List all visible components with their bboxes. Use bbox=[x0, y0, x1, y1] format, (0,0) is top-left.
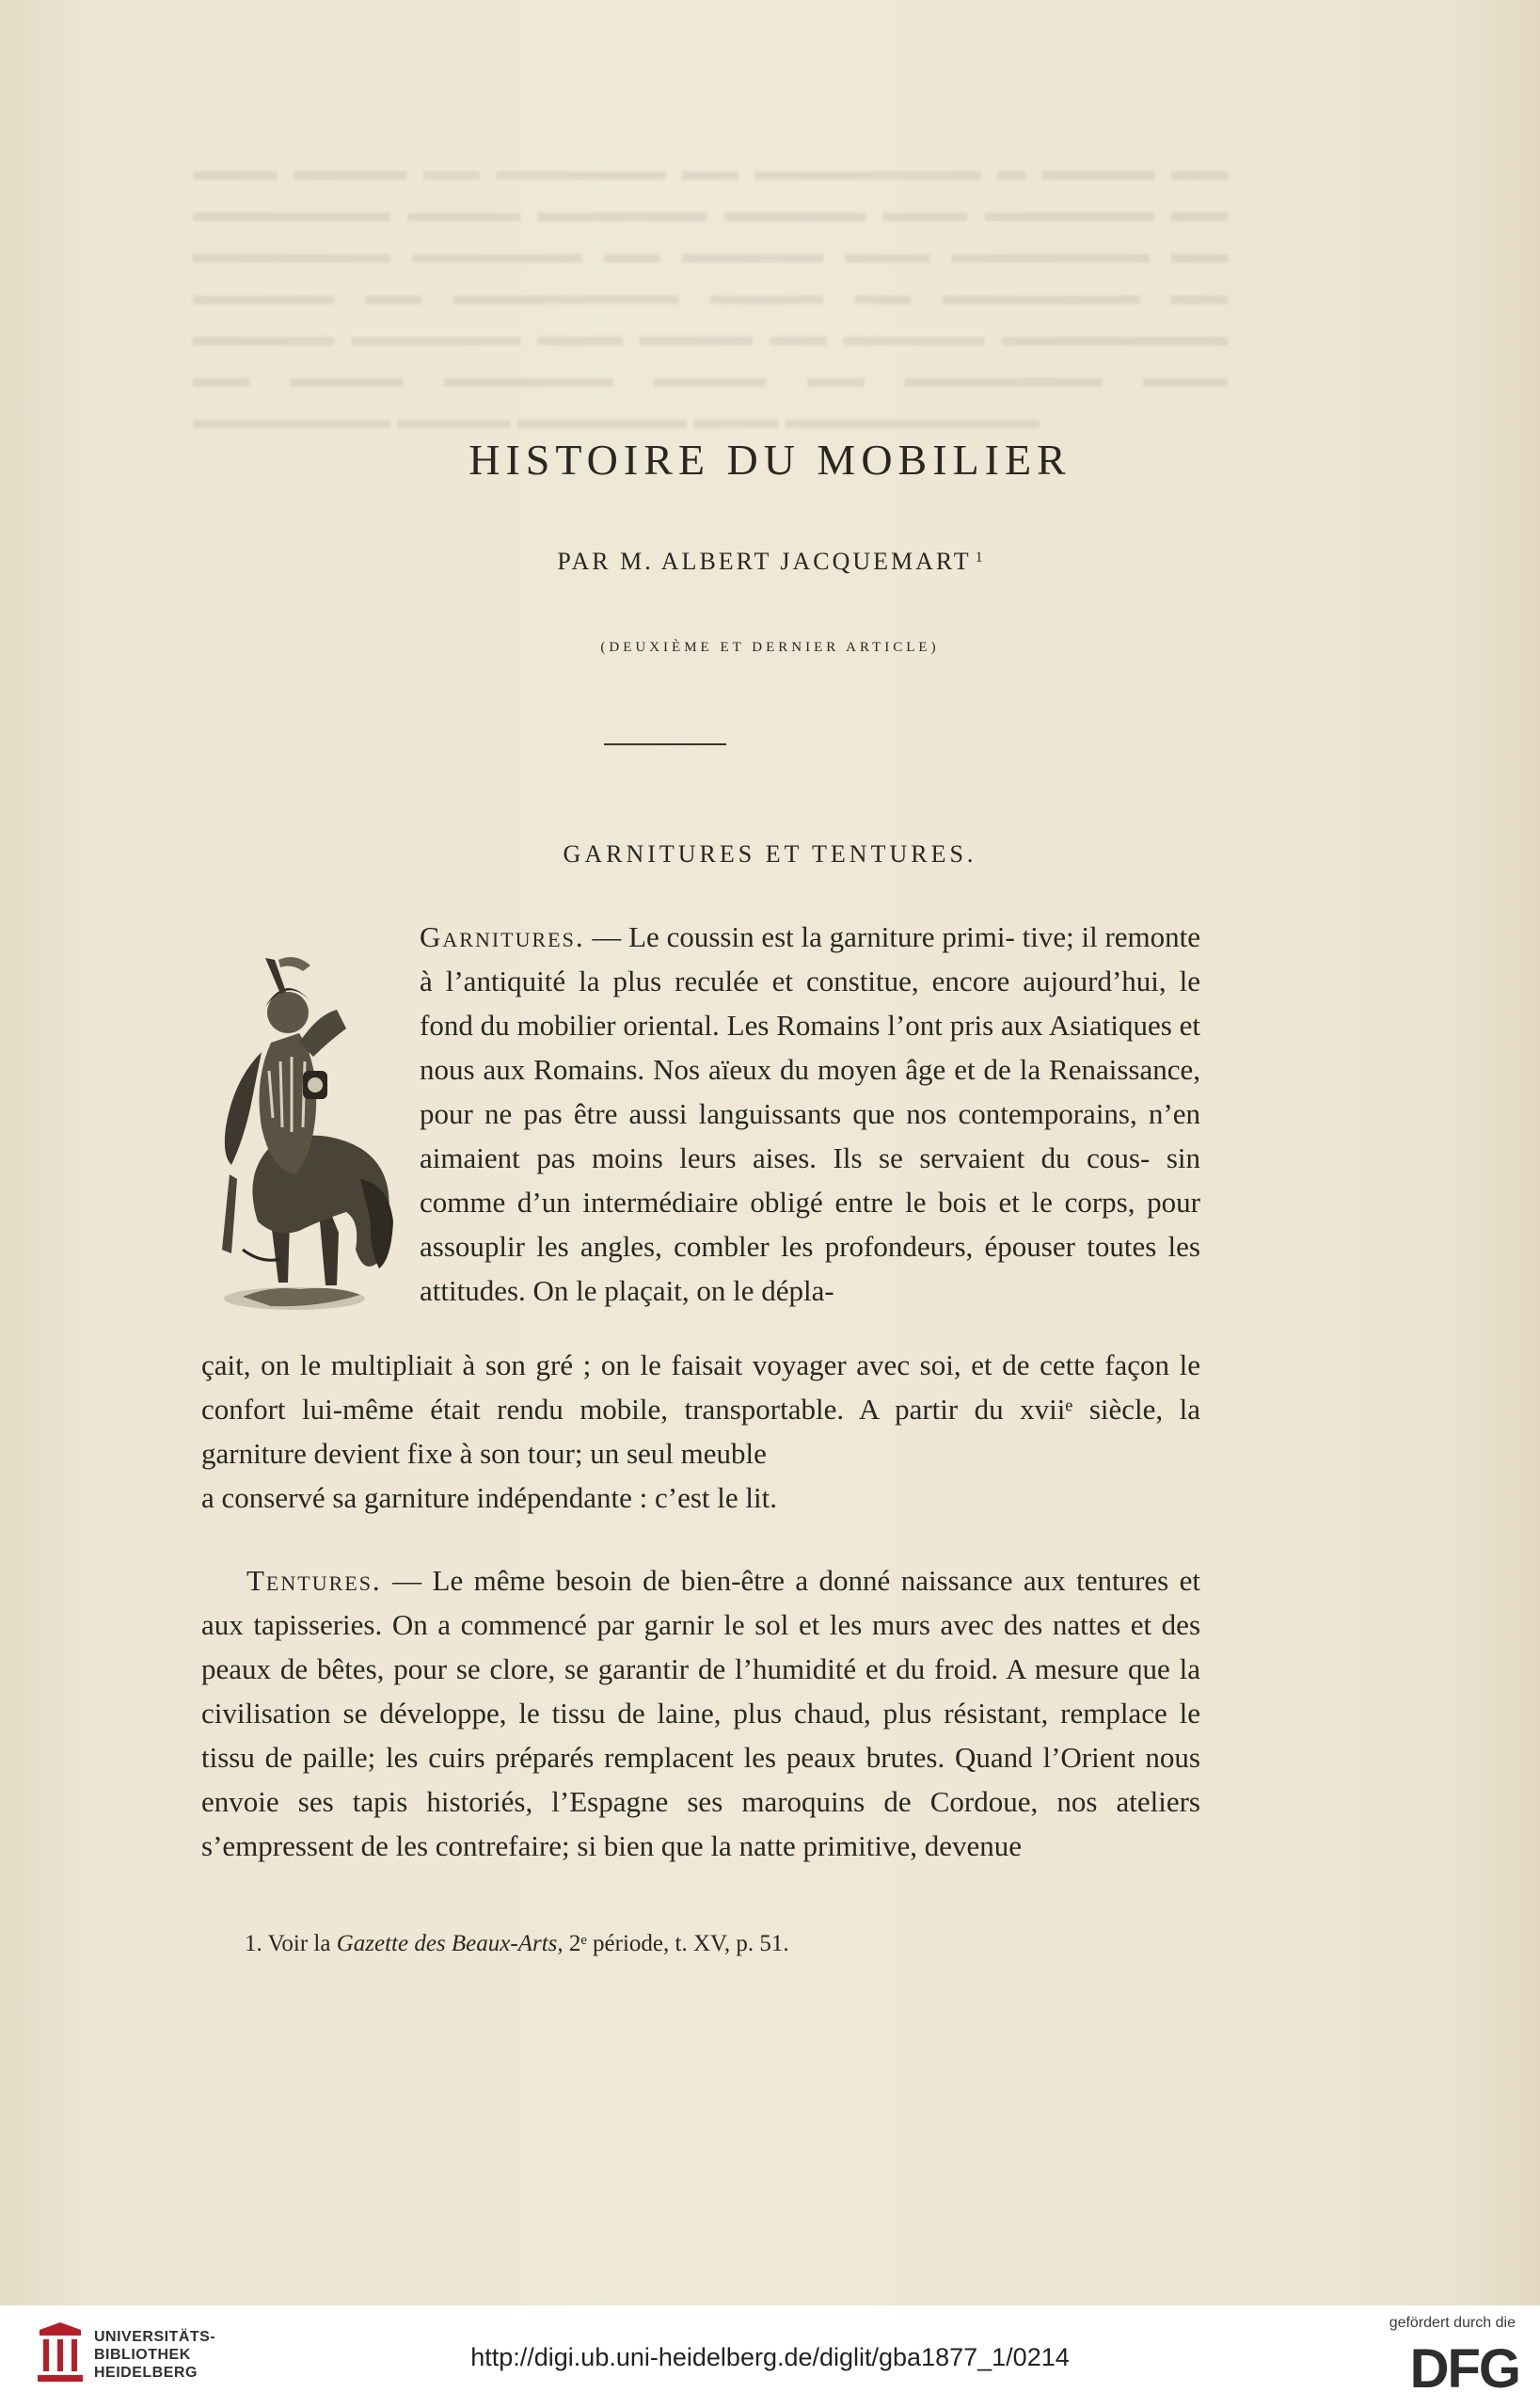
article-title: HISTOIRE DU MOBILIER bbox=[468, 436, 1072, 484]
digitization-footer bbox=[0, 2305, 1540, 2408]
paragraph-lead-garnitures: Garnitures. bbox=[420, 920, 585, 953]
title-divider bbox=[604, 743, 726, 745]
funding-note: gefördert durch die bbox=[1389, 2315, 1516, 2331]
footnote-reference: 1 bbox=[975, 550, 983, 566]
author-line: PAR M. ALBERT JACQUEMART bbox=[557, 548, 972, 575]
dfg-logo: DFG bbox=[1409, 2338, 1519, 2400]
paragraph-lead-tentures: Tentures. bbox=[246, 1564, 382, 1597]
paragraph-garnitures-narrow: Garnitures. — Le coussin est la garniture primi- tive; il remonte à l’antiquité la plus reculée et constitue, encore aujourd’hui, le fond du mobilier oriental. Les Romains l’ont pris aux Asiatiques et nous aux Romains. Nos aïeux du moyen âge et de la Renaissance, pour ne pas être aussi languissants que nos contemporains, n’en aimaient pas moins leurs aises. Ils se servaient du cous- sin comme d’un intermédiaire obligé entre le bois et le corps, pour assouplir les angles, combler les profondeurs, épouser toutes les attitudes. On le plaçait, on le dépla- bbox=[420, 920, 1201, 1307]
footnote-number: 1. bbox=[245, 1931, 262, 1956]
paragraph-garnitures-full: çait, on le multipliait à son gré ; on le faisait voyager avec soi, et de cette façon le confort lui-même était rendu mobile, transportable. A partir du xviiᵉ siècle, la garniture devient fixe à son tour; un seul meuble bbox=[201, 1348, 1201, 1470]
byline bbox=[0, 548, 1540, 576]
paragraph-garnitures-last-line: a conservé sa garniture indépendante : c’est le lit. bbox=[201, 1481, 777, 1514]
permalink-url[interactable]: http://digi.ub.uni-heidelberg.de/diglit/gba1877_1/0214 bbox=[470, 2343, 1070, 2371]
library-name: UNIVERSITÄTS- BIBLIOTHEK HEIDELBERG bbox=[94, 2329, 216, 2381]
show-through-text: ▬▬▬ ▬▬▬▬ ▬▬ ▬▬▬▬▬▬ ▬▬ ▬▬▬▬▬▬▬▬ ▬ ▬▬▬▬ ▬▬ ▬▬▬▬▬▬▬ ▬▬▬▬ ▬▬▬▬▬▬ ▬▬▬▬▬ ▬▬▬ ▬▬▬▬▬▬ ▬▬ ▬▬▬▬▬▬▬ ▬▬▬▬▬▬ ▬▬ ▬▬▬▬▬ ▬▬▬ ▬▬▬▬▬▬▬ ▬▬ ▬▬▬▬▬ ▬▬ ▬▬▬▬▬▬▬▬ ▬▬▬▬ ▬▬ ▬▬▬▬▬▬▬ ▬▬ ▬▬▬▬▬ ▬▬▬▬▬▬ ▬▬▬ ▬▬▬▬ ▬▬ ▬▬▬▬▬ ▬▬▬▬▬▬▬▬ ▬▬ ▬▬▬▬ ▬▬▬▬▬▬ ▬▬▬▬ ▬▬ ▬▬▬▬▬▬▬ ▬▬▬ ▬▬▬▬▬▬▬ ▬▬▬▬ ▬▬▬▬▬▬ ▬▬▬ ▬▬▬▬▬▬▬▬▬ bbox=[193, 155, 1228, 435]
journal-title: Gazette des Beaux-Arts, bbox=[336, 1931, 564, 1956]
horseman-engraving-icon bbox=[205, 939, 403, 1316]
footnote: 1. Voir la Gazette des Beaux-Arts, 2ᵉ période, t. XV, p. 51. bbox=[245, 1931, 789, 1956]
section-heading: GARNITURES ET TENTURES. bbox=[563, 840, 977, 868]
paragraph-tentures: Tentures. — Le même besoin de bien-être a donné naissance aux tentures et aux tapisseries. On a commencé par garnir le sol et les murs avec des nattes et des peaux de bêtes, pour se clore, se garantir de l’humidité et du froid. A mesure que la civilisation se développe, le tissu de laine, plus chaud, plus résistant, remplace le tissu de paille; les cuirs préparés remplacent les peaux brutes. Quand l’Orient nous envoie ses tapis historiés, l’Espagne ses maroquins de Cordoue, nos ateliers s’empressent de les contrefaire; si bien que la natte primitive, devenue bbox=[201, 1564, 1201, 1862]
article-subtitle: (DEUXIÈME ET DERNIER ARTICLE) bbox=[600, 640, 940, 655]
